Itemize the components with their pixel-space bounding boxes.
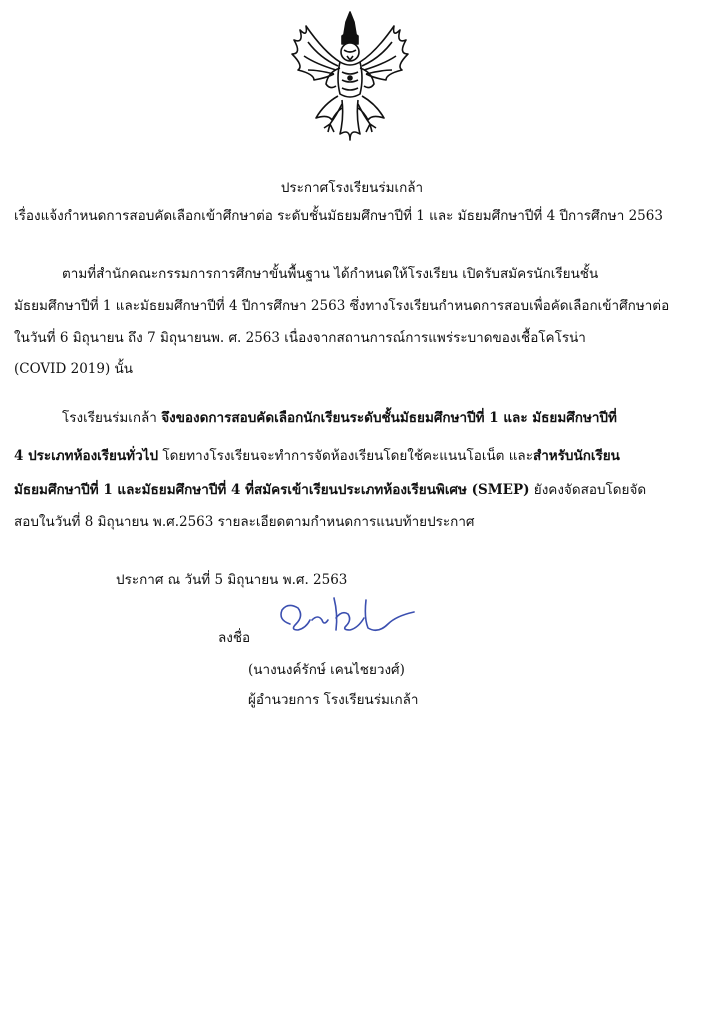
paragraph-1-line-3: ในวันที่ 6 มิถุนายน ถึง 7 มิถุนายนพ. ศ. 2563 เนื่องจากสถานการณ์การแพร่ระบาดของเชื้อโคโรน่า <box>14 330 586 346</box>
paragraph-2-line-2 <box>14 446 620 466</box>
signatory-name: (นางนงค์รักษ์ เคนไชยวงศ์) <box>248 662 405 678</box>
paragraph-2-line-2-bold-b: สำหรับนักเรียน <box>532 448 620 464</box>
paragraph-2-line-2-normal: โดยทางโรงเรียนจะทำการจัดห้องเรียนโดยใช้คะแนนโอเน็ต และ <box>158 448 533 464</box>
announcement-title: ประกาศโรงเรียนร่มเกล้า <box>280 180 424 196</box>
signature-icon <box>268 590 418 638</box>
announcement-date: ประกาศ ณ วันที่ 5 มิถุนายน พ.ศ. 2563 <box>116 572 348 588</box>
paragraph-2-line-1-normal: โรงเรียนร่มเกล้า <box>62 410 162 426</box>
paragraph-2-line-3-bold: มัธยมศึกษาปีที่ 1 และมัธยมศึกษาปีที่ 4 ที่สมัครเข้าเรียนประเภทห้องเรียนพิเศษ (SMEP) <box>14 482 530 498</box>
paragraph-2-line-4: สอบในวันที่ 8 มิถุนายน พ.ศ.2563 รายละเอียดตามกำหนดการแนบท้ายประกาศ <box>14 514 475 530</box>
paragraph-2-line-1 <box>62 408 617 428</box>
paragraph-1-line-2: มัธยมศึกษาปีที่ 1 และมัธยมศึกษาปีที่ 4 ปีการศึกษา 2563 ซึ่งทางโรงเรียนกำหนดการสอบเพื่อคัดเลือกเข้าศึกษาต่อ <box>14 298 670 314</box>
paragraph-1-line-1: ตามที่สำนักคณะกรรมการการศึกษาขั้นพื้นฐาน ได้กำหนดให้โรงเรียน เปิดรับสมัครนักเรียนชั้น <box>62 266 599 282</box>
garuda-emblem-icon <box>284 8 416 144</box>
paragraph-2-line-3-normal: ยังคงจัดสอบโดยจัด <box>529 482 647 498</box>
announcement-subject: เรื่องแจ้งกำหนดการสอบคัดเลือกเข้าศึกษาต่อ ระดับชั้นมัธยมศึกษาปีที่ 1 และ มัธยมศึกษาปีที่ 4 ปีการศึกษา 2563 <box>14 208 663 224</box>
paragraph-2-line-1-bold: จึงของดการสอบคัดเลือกนักเรียนระดับชั้นมัธยมศึกษาปีที่ 1 และ มัธยมศึกษาปีที่ <box>161 410 617 426</box>
signatory-position: ผู้อำนวยการ โรงเรียนร่มเกล้า <box>248 692 419 708</box>
paragraph-1-line-4: (COVID 2019) นั้น <box>14 361 133 377</box>
sign-label: ลงชื่อ <box>218 630 251 646</box>
paragraph-2-line-2-bold-a: 4 ประเภทห้องเรียนทั่วไป <box>14 448 159 464</box>
paragraph-2-line-3 <box>14 480 646 500</box>
